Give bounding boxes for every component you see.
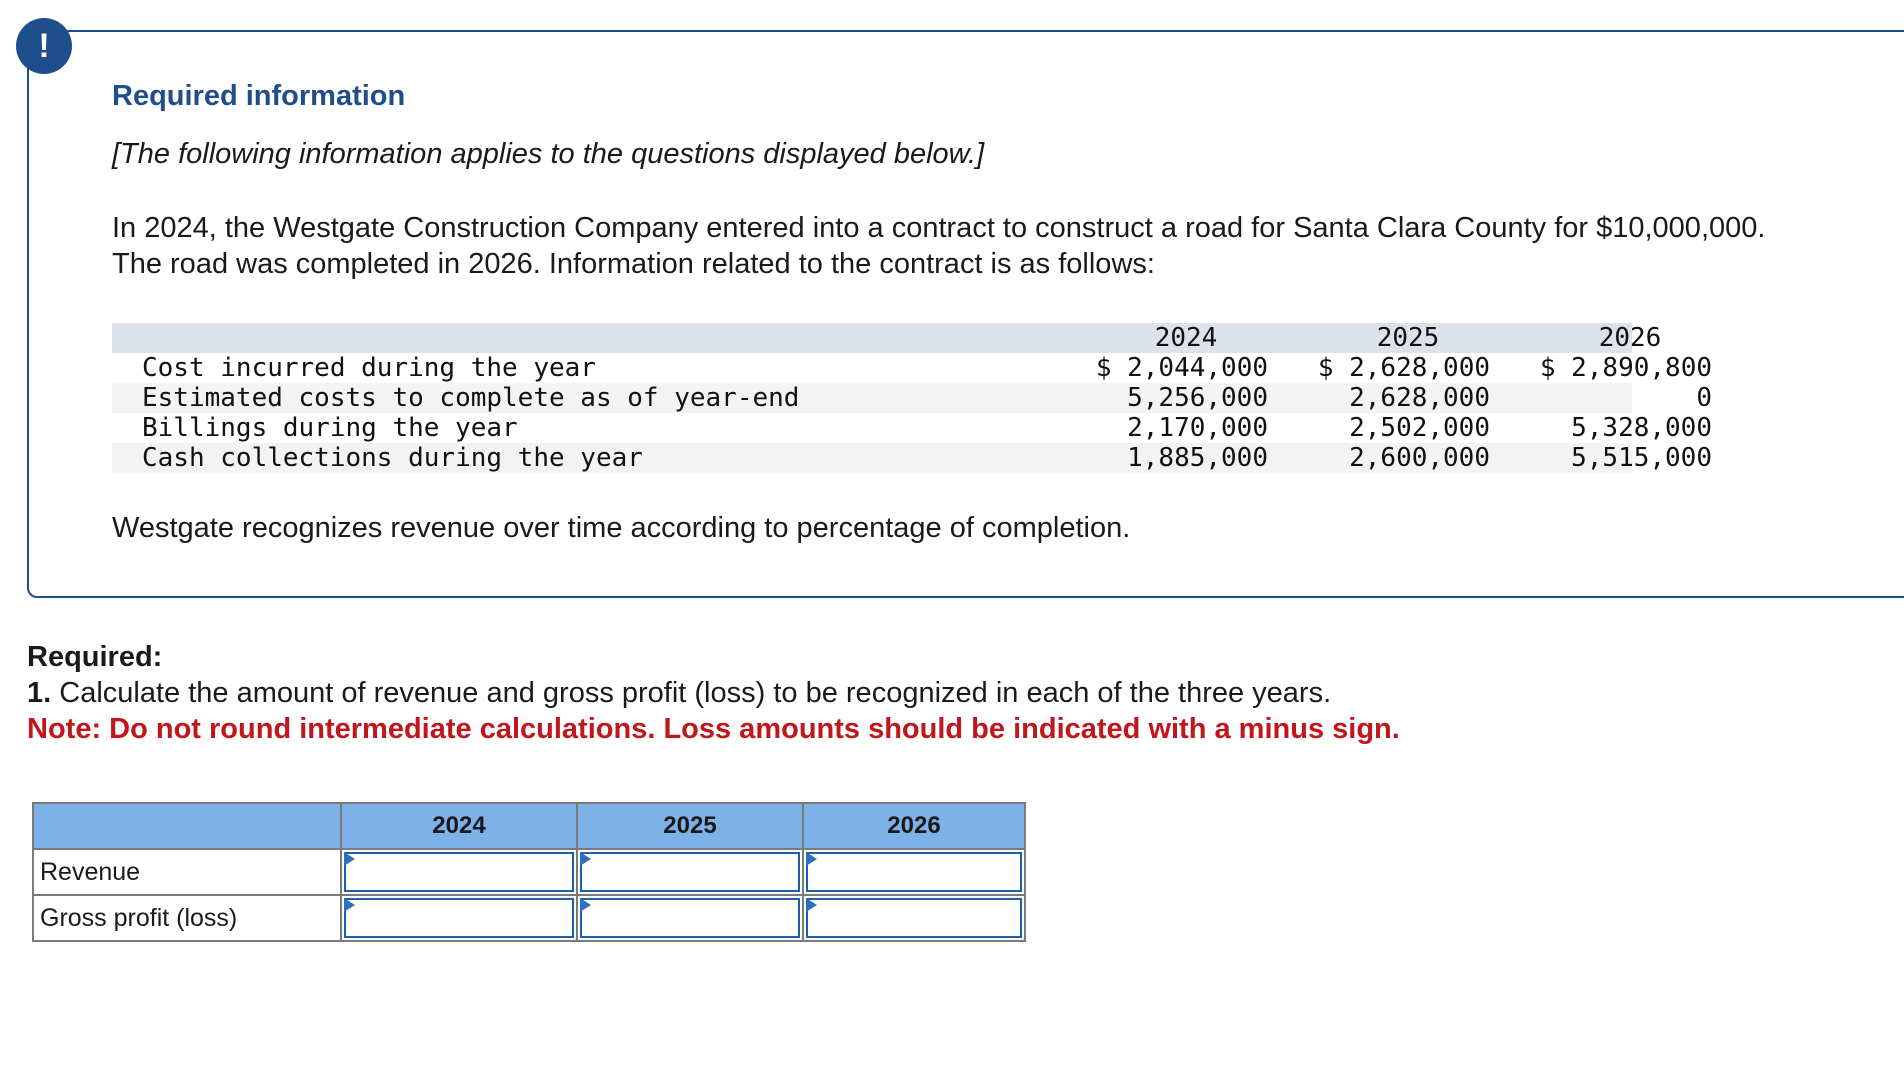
table-row-billings <box>112 413 1712 443</box>
required-heading: Required: <box>27 641 163 673</box>
year-header: 2026 <box>1598 323 1662 353</box>
table-row-revenue <box>33 849 1025 895</box>
cell-value: 2,170,000 <box>1127 413 1268 443</box>
cell-value: 1,885,000 <box>1127 443 1268 473</box>
gross-profit-2024-input[interactable] <box>344 898 574 938</box>
cell-value: 5,515,000 <box>1571 443 1712 473</box>
year-header: 2024 <box>1154 323 1218 353</box>
answer-cell <box>803 895 1025 941</box>
contract-table-header <box>112 323 1662 353</box>
required-information-title: Required information <box>112 80 406 112</box>
year-header: 2024 <box>341 803 577 849</box>
cell-value: $ 2,044,000 <box>1095 353 1268 383</box>
row-label: Billings during the year <box>142 413 518 443</box>
recognition-method-text: Westgate recognizes revenue over time according to percentage of completion. <box>112 512 1131 544</box>
cell-marker-icon <box>806 898 817 912</box>
year-header: 2026 <box>803 803 1025 849</box>
cell-value: 2,600,000 <box>1349 443 1490 473</box>
question-body: Calculate the amount of revenue and gross profit (loss) to be recognized in each of the three years. <box>59 677 1332 709</box>
cell-value: 5,256,000 <box>1127 383 1268 413</box>
gross-profit-2025-input[interactable] <box>580 898 800 938</box>
revenue-2025-input[interactable] <box>580 852 800 892</box>
row-label: Cash collections during the year <box>142 443 643 473</box>
revenue-2024-input[interactable] <box>344 852 574 892</box>
contract-data-table <box>112 323 1712 473</box>
table-row-cash-collections <box>112 443 1712 473</box>
intro-paragraph: In 2024, the Westgate Construction Company entered into a contract to construct a road for Santa Clara County for $10,000,000. The road was completed in 2026. Information related to the contract is as follows: <box>112 212 1766 280</box>
cell-value: $ 2,628,000 <box>1317 353 1490 383</box>
year-header: 2025 <box>1376 323 1440 353</box>
cell-value: 2,628,000 <box>1349 383 1490 413</box>
row-label: Estimated costs to complete as of year-end <box>142 383 800 413</box>
row-label: Cost incurred during the year <box>142 353 596 383</box>
table-row-gross-profit <box>33 895 1025 941</box>
question-number: 1. <box>27 677 52 709</box>
exclamation-icon: ! <box>16 18 72 74</box>
gross-profit-2026-input[interactable] <box>806 898 1022 938</box>
cell-value: 2,502,000 <box>1349 413 1490 443</box>
cell-value: 5,328,000 <box>1571 413 1712 443</box>
cell-marker-icon <box>580 852 591 866</box>
question-text <box>27 677 1331 710</box>
year-header: 2025 <box>577 803 803 849</box>
cell-marker-icon <box>806 852 817 866</box>
table-row-cost-incurred <box>112 353 1712 383</box>
answer-table-header <box>33 803 1025 849</box>
answer-cell <box>803 849 1025 895</box>
cell-marker-icon <box>344 898 355 912</box>
table-row-estimated-costs <box>112 383 1712 413</box>
answer-table <box>32 802 1026 942</box>
cell-value: 0 <box>1696 383 1712 413</box>
note-text: Note: Do not round intermediate calculations. Loss amounts should be indicated with a minus sign. <box>27 713 1400 745</box>
answer-cell <box>341 895 577 941</box>
row-label: Gross profit (loss) <box>33 895 341 941</box>
cell-marker-icon <box>344 852 355 866</box>
cell-marker-icon <box>580 898 591 912</box>
answer-cell <box>577 895 803 941</box>
answer-cell <box>577 849 803 895</box>
cell-value: $ 2,890,800 <box>1539 353 1712 383</box>
row-label: Revenue <box>33 849 341 895</box>
answer-cell <box>341 849 577 895</box>
header-corner <box>33 803 341 849</box>
applies-note: [The following information applies to the questions displayed below.] <box>112 138 985 170</box>
revenue-2026-input[interactable] <box>806 852 1022 892</box>
